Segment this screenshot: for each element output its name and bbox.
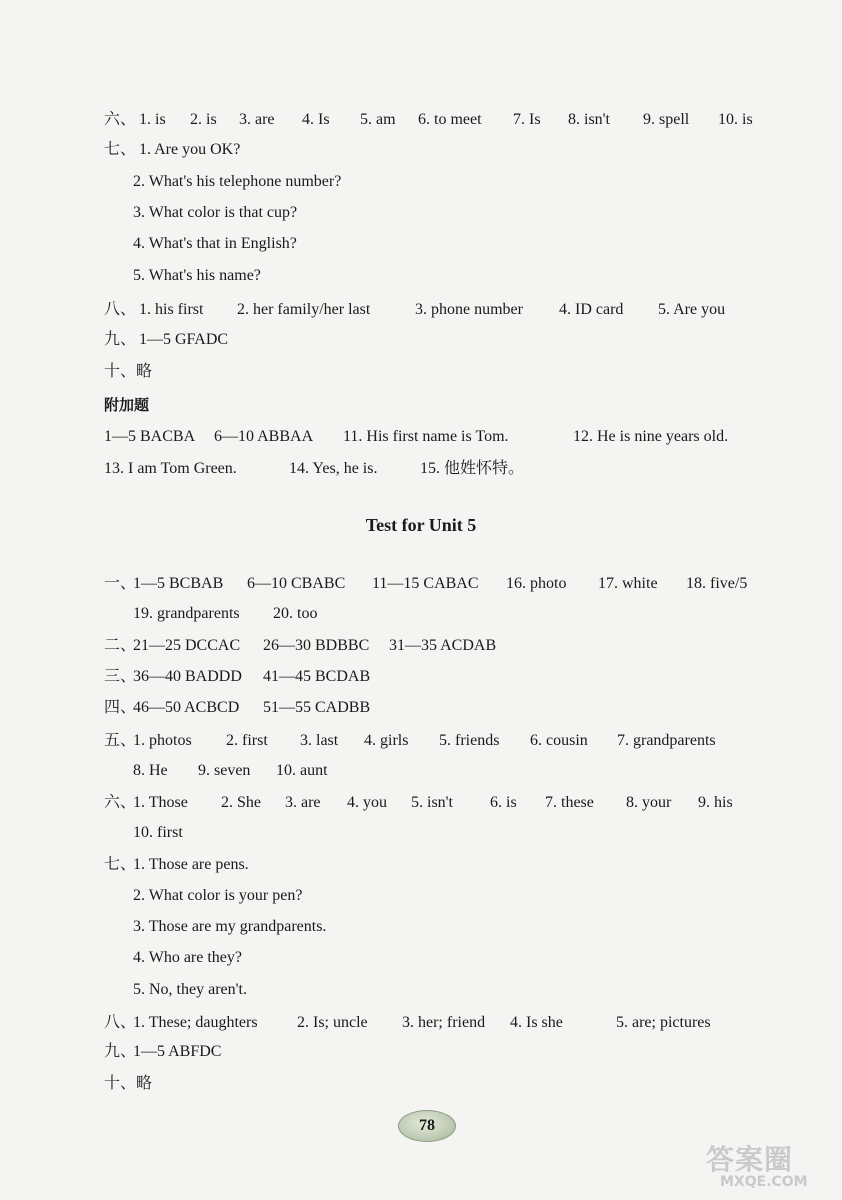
answer-line <box>0 264 842 288</box>
answer-item: 1—5 GFADC <box>139 331 229 348</box>
answer-item: 14. Yes, he is. <box>289 460 378 477</box>
answer-item: 2. Is; uncle <box>297 1014 368 1031</box>
answer-line <box>0 759 842 783</box>
section-label: 五、 <box>104 732 137 749</box>
answer-item: 2. first <box>226 732 268 749</box>
answer-item: 1. photos <box>133 732 192 749</box>
section-label: 二、 <box>104 637 137 654</box>
answer-item: 17. white <box>598 575 658 592</box>
answer-item: 9. seven <box>198 762 251 779</box>
section-label: 十、略 <box>104 363 153 380</box>
answer-item: 3. Those are my grandparents. <box>133 918 327 935</box>
extra-answers-line-1 <box>0 425 842 449</box>
unit5-section-2 <box>0 634 842 658</box>
answer-item: 6—10 ABBAA <box>214 428 314 445</box>
extra-questions-heading <box>0 393 842 417</box>
answer-item: 11. His first name is Tom. <box>343 428 509 445</box>
answer-item: 7. grandparents <box>617 732 716 749</box>
answer-item: 4. Is <box>302 111 330 128</box>
answer-item: 8. isn't <box>568 111 610 128</box>
unit5-section-10 <box>0 1072 842 1096</box>
answer-item: 8. your <box>626 794 672 811</box>
answer-item: 5. isn't <box>411 794 453 811</box>
answer-item: 1. Are you OK? <box>139 141 241 158</box>
answer-line <box>0 602 842 626</box>
extra-answers-line-2 <box>0 457 842 481</box>
answer-item: 1—5 BCBAB <box>133 575 224 592</box>
answer-item: 1. Those <box>133 794 188 811</box>
answer-item: 12. He is nine years old. <box>573 428 729 445</box>
answer-line <box>0 978 842 1002</box>
answer-item: 3. last <box>300 732 339 749</box>
answer-item: 1. is <box>139 111 166 128</box>
answer-item: 19. grandparents <box>133 605 240 622</box>
section-label: 八、 <box>104 301 137 318</box>
answer-item: 7. Is <box>513 111 541 128</box>
watermark-logo-text: 答案圈 <box>706 1143 794 1176</box>
section-label: 一、 <box>104 575 137 592</box>
watermark <box>702 1138 832 1194</box>
answer-item: 4. girls <box>364 732 409 749</box>
unit5-section-9 <box>0 1040 842 1064</box>
section-6-answers <box>0 108 842 132</box>
answer-item: 5. are; pictures <box>616 1014 711 1031</box>
answer-item: 8. He <box>133 762 168 779</box>
answer-line <box>0 915 842 939</box>
answer-item: 9. spell <box>643 111 690 128</box>
answer-item: 10. is <box>718 111 753 128</box>
answer-item: 3. phone number <box>415 301 523 318</box>
answer-item: 1. These; daughters <box>133 1014 258 1031</box>
answer-item: 6. cousin <box>530 732 588 749</box>
unit5-section-1 <box>0 572 842 596</box>
section-label: 十、略 <box>104 1075 153 1092</box>
answer-item: 5. What's his name? <box>133 267 261 284</box>
answer-item: 10. aunt <box>276 762 328 779</box>
answer-line <box>0 170 842 194</box>
unit5-section-4 <box>0 696 842 720</box>
answer-item: 15. 他姓怀特。 <box>420 460 525 477</box>
answer-item: 20. too <box>273 605 318 622</box>
answer-line <box>0 884 842 908</box>
section-label: 九、 <box>104 331 137 348</box>
answer-item: 1—5 ABFDC <box>133 1043 222 1060</box>
answer-item: 18. five/5 <box>686 575 748 592</box>
answer-item: 26—30 BDBBC <box>263 637 370 654</box>
section-label: 九、 <box>104 1043 137 1060</box>
section-label: 七、 <box>104 141 137 158</box>
unit5-section-3 <box>0 665 842 689</box>
section-8-answers <box>0 298 842 322</box>
answer-item: 4. What's that in English? <box>133 235 297 252</box>
unit5-section-8 <box>0 1011 842 1035</box>
answer-item: 2. What color is your pen? <box>133 887 303 904</box>
answer-line <box>0 821 842 845</box>
section-10-answers <box>0 360 842 384</box>
page-number-badge: 78 <box>398 1110 456 1142</box>
answer-item: 1. his first <box>139 301 204 318</box>
answer-line <box>0 232 842 256</box>
answer-item: 9. his <box>698 794 733 811</box>
watermark-url: MXQE.COM <box>720 1174 808 1190</box>
answer-item: 5. friends <box>439 732 500 749</box>
answer-item: 4. Is she <box>510 1014 563 1031</box>
answer-item: 3. her; friend <box>402 1014 486 1031</box>
answer-item: 6. to meet <box>418 111 482 128</box>
answer-item: 7. these <box>545 794 594 811</box>
answer-item: 1. Those are pens. <box>133 856 249 873</box>
answer-item: 4. Who are they? <box>133 949 242 966</box>
answer-item: 1—5 BACBA <box>104 428 196 445</box>
answer-item: 6. is <box>490 794 517 811</box>
answer-item: 11—15 CABAC <box>372 575 479 592</box>
unit5-section-6 <box>0 791 842 815</box>
answer-item: 2. What's his telephone number? <box>133 173 342 190</box>
section-label: 六、 <box>104 794 137 811</box>
section-label: 四、 <box>104 699 137 716</box>
answer-item: 6—10 CBABC <box>247 575 346 592</box>
answer-item: 5. Are you <box>658 301 726 318</box>
section-label: 六、 <box>104 111 137 128</box>
answer-item: 3. What color is that cup? <box>133 204 298 221</box>
answer-line <box>0 201 842 225</box>
answer-item: 21—25 DCCAC <box>133 637 241 654</box>
answer-item: 41—45 BCDAB <box>263 668 371 685</box>
section-7-answers <box>0 138 842 162</box>
answer-item: 13. I am Tom Green. <box>104 460 237 477</box>
section-label: 七、 <box>104 856 137 873</box>
unit5-section-5 <box>0 729 842 753</box>
answer-item: 51—55 CADBB <box>263 699 371 716</box>
answer-item: 3. are <box>239 111 275 128</box>
unit-5-title: Test for Unit 5 <box>365 515 477 535</box>
answer-item: 16. photo <box>506 575 567 592</box>
answer-item: 10. first <box>133 824 183 841</box>
answer-item: 36—40 BADDD <box>133 668 242 685</box>
answer-item: 46—50 ACBCD <box>133 699 240 716</box>
section-label: 三、 <box>104 668 137 685</box>
answer-item: 5. am <box>360 111 396 128</box>
answer-item: 4. you <box>347 794 387 811</box>
section-9-answers <box>0 328 842 352</box>
section-label: 八、 <box>104 1014 137 1031</box>
extra-heading: 附加题 <box>104 396 150 414</box>
unit5-section-7 <box>0 853 842 877</box>
answer-line <box>0 946 842 970</box>
answer-item: 2. She <box>221 794 261 811</box>
answer-item: 2. her family/her last <box>237 301 371 318</box>
answer-item: 31—35 ACDAB <box>389 637 497 654</box>
answer-item: 2. is <box>190 111 217 128</box>
answer-item: 5. No, they aren't. <box>133 981 247 998</box>
answer-item: 3. are <box>285 794 321 811</box>
answer-item: 4. ID card <box>559 301 624 318</box>
